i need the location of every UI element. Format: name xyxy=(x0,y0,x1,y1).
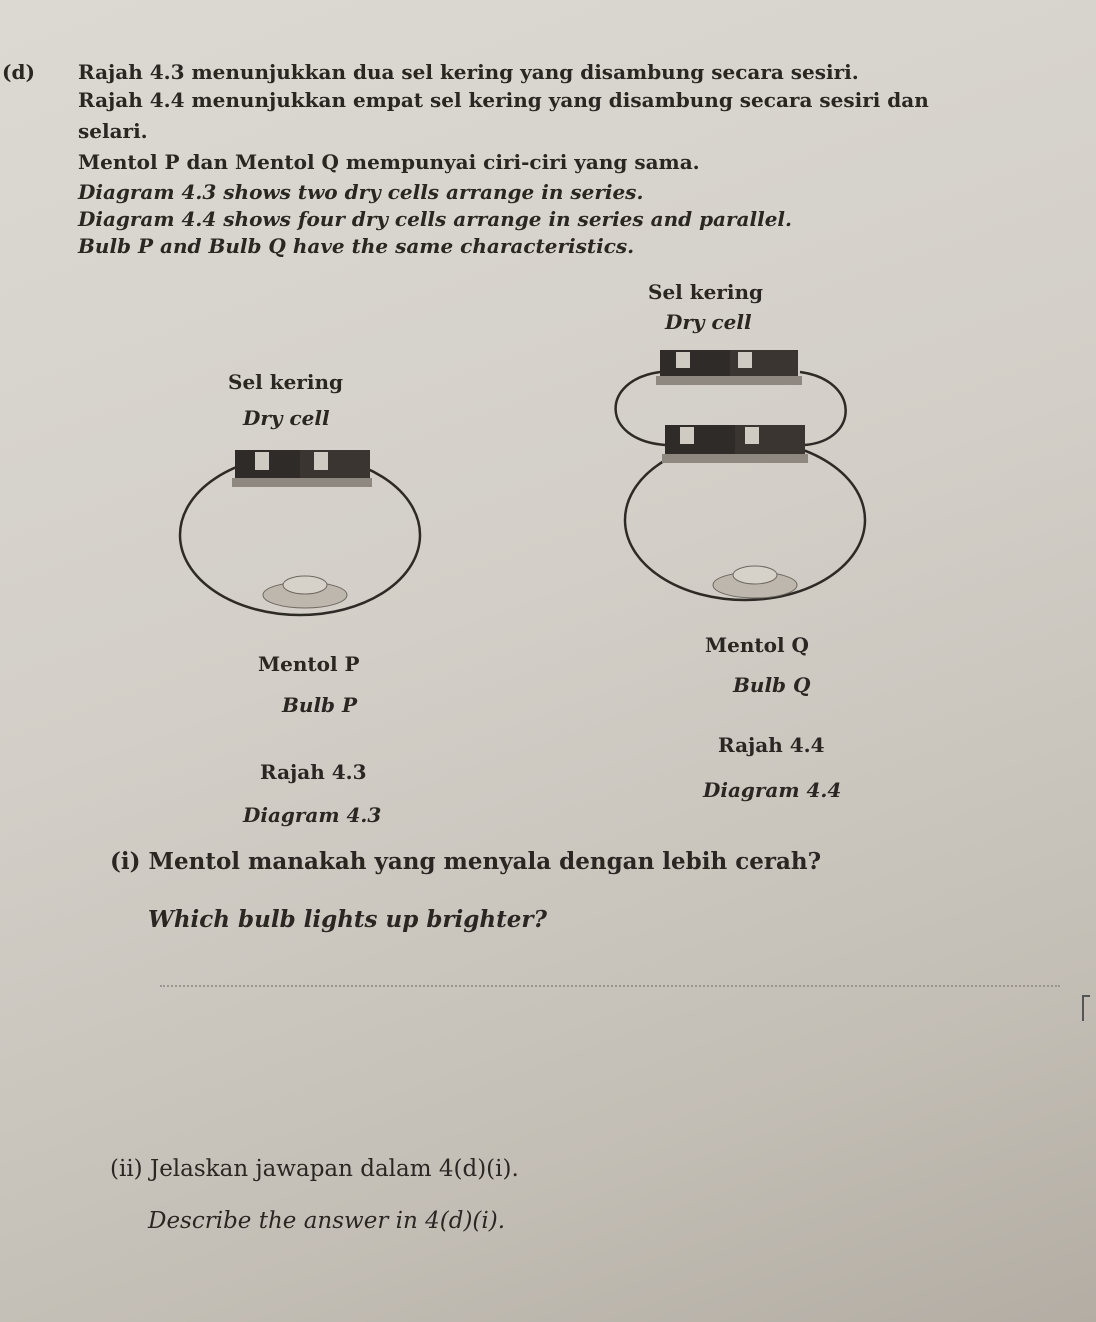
part-i-english: Which bulb lights up brighter? xyxy=(148,906,547,933)
d44-bulb-label-english: Bulb Q xyxy=(733,673,811,697)
part-ii-malay: (ii) Jelaskan jawapan dalam 4(d)(i). xyxy=(110,1156,519,1182)
question-label: (d) xyxy=(2,60,35,84)
diagram-44-circuit xyxy=(616,350,865,600)
d43-bulb-label-english: Bulb P xyxy=(282,693,358,717)
part-i-malay: (i) Mentol manakah yang menyala dengan lebih cerah? xyxy=(110,848,822,875)
intro-malay-2: Rajah 4.4 menunjukkan empat sel kering yang disambung secara sesiri dan xyxy=(78,88,929,112)
d44-cell-label-english: Dry cell xyxy=(665,310,752,334)
intro-english-3: Bulb P and Bulb Q have the same characteristics. xyxy=(78,234,635,258)
intro-malay-3: selari. xyxy=(78,119,148,143)
d43-cell-label-english: Dry cell xyxy=(243,406,330,430)
d44-caption-english: Diagram 4.4 xyxy=(703,778,842,802)
dry-cell xyxy=(660,350,730,380)
intro-malay-4: Mentol P dan Mentol Q mempunyai ciri-ciri yang sama. xyxy=(78,150,700,174)
dry-cell xyxy=(665,425,735,457)
d43-caption-malay: Rajah 4.3 xyxy=(260,760,367,784)
intro-malay-1: Rajah 4.3 menunjukkan dua sel kering yang disambung secara sesiri. xyxy=(78,60,859,84)
intro-english-2: Diagram 4.4 shows four dry cells arrange in series and parallel. xyxy=(78,207,792,231)
part-ii-english: Describe the answer in 4(d)(i). xyxy=(148,1208,506,1234)
answer-line[interactable] xyxy=(160,985,1060,987)
cell-terminal xyxy=(255,452,269,470)
diagram-43-circuit xyxy=(180,450,420,615)
cell-terminal xyxy=(314,452,328,470)
d43-cell-label-malay: Sel kering xyxy=(228,370,343,394)
d44-cell-label-malay: Sel kering xyxy=(648,280,763,304)
dry-cell xyxy=(300,450,370,482)
d44-caption-malay: Rajah 4.4 xyxy=(718,733,825,757)
d44-bulb-label-malay: Mentol Q xyxy=(705,633,809,657)
intro-english-1: Diagram 4.3 shows two dry cells arrange in series. xyxy=(78,180,644,204)
margin-bracket xyxy=(1082,995,1090,1021)
d43-bulb-label-malay: Mentol P xyxy=(258,652,360,676)
d43-caption-english: Diagram 4.3 xyxy=(243,803,382,827)
